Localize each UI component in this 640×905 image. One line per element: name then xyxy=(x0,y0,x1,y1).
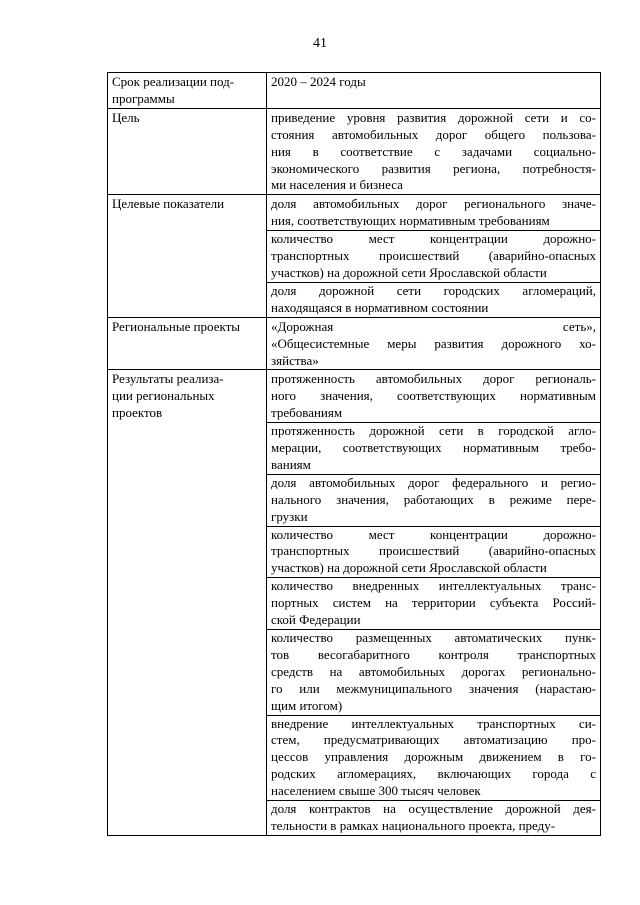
value-line: щим итогом) xyxy=(271,697,343,713)
label-line: проектов xyxy=(112,405,163,421)
value-item xyxy=(267,230,600,282)
label-line: Целевые показатели xyxy=(112,196,225,212)
value-line: го или межмуниципального значения (нарастаю- xyxy=(271,680,596,696)
value-line: грузки xyxy=(271,508,308,524)
row-label xyxy=(108,108,267,195)
value-line: доля дорожной сети городских агломераций, xyxy=(271,282,596,298)
value-line: транспортных происшествий (аварийно-опасных xyxy=(271,248,596,264)
value-line: стояния автомобильных дорог общего пользова- xyxy=(271,126,596,142)
value-line: зяйства» xyxy=(271,352,319,368)
value-item xyxy=(267,110,600,195)
value-line: внедрение интеллектуальных транспортных си- xyxy=(271,715,596,731)
subprogram-passport-table xyxy=(107,72,601,836)
label-line: программы xyxy=(112,90,175,106)
value-line: нального значения, работающих в режиме пере- xyxy=(271,491,596,507)
value-line: «Общесистемные меры развития дорожного хо- xyxy=(271,335,596,351)
table-row xyxy=(108,108,601,195)
value-item xyxy=(267,800,600,835)
value-line: доля автомобильных дорог федерального и регио- xyxy=(271,474,596,490)
row-value xyxy=(267,73,601,109)
value-line: тов весогабаритного контроля транспортных xyxy=(271,646,596,662)
value-line: 2020 – 2024 годы xyxy=(271,74,366,89)
row-label xyxy=(108,73,267,109)
value-item xyxy=(267,282,600,317)
row-label xyxy=(108,317,267,370)
value-item xyxy=(267,629,600,715)
value-item xyxy=(267,371,600,422)
row-value xyxy=(267,108,601,195)
value-line: протяженность автомобильных дорог региональ- xyxy=(271,371,596,387)
value-item xyxy=(267,474,600,526)
value-item xyxy=(267,715,600,801)
value-line: ного значения, соответствующих нормативным xyxy=(271,388,596,404)
value-line: участков) на дорожной сети Ярославской области xyxy=(271,560,547,576)
value-line: находящаяся в нормативном состоянии xyxy=(271,299,489,315)
value-line: требованиям xyxy=(271,405,343,421)
label-line: Результаты реализа- xyxy=(112,371,224,387)
value-line: населением свыше 300 тысяч человек xyxy=(271,783,481,799)
table-row xyxy=(108,370,601,835)
value-item xyxy=(267,319,600,370)
value-line: ния в соответствие с задачами социально- xyxy=(271,143,596,159)
row-label xyxy=(108,195,267,317)
value-line: ми населения и бизнеса xyxy=(271,177,403,193)
value-line: тельности в рамках национального проекта, преду- xyxy=(271,817,556,833)
row-value xyxy=(267,195,601,317)
value-line: приведение уровня развития дорожной сети и со- xyxy=(271,109,596,125)
value-line: мерации, соответствующих нормативным требо- xyxy=(271,440,596,456)
value-line: количество мест концентрации дорожно- xyxy=(271,231,596,247)
label-line: ции региональных xyxy=(112,388,215,404)
table-row xyxy=(108,317,601,370)
value-item xyxy=(267,422,600,474)
value-line: ния, соответствующих нормативным требованиям xyxy=(271,213,550,229)
value-line: количество мест концентрации дорожно- xyxy=(271,526,596,542)
table-row xyxy=(108,195,601,317)
label-line: Срок реализации под- xyxy=(112,74,235,89)
page-number: 41 xyxy=(313,36,327,51)
value-line: ваниям xyxy=(271,456,311,472)
row-label xyxy=(108,370,267,835)
value-line: протяженность дорожной сети в городской агло- xyxy=(271,423,596,439)
value-line: «Дорожная сеть», xyxy=(271,318,596,334)
value-line: количество размещенных автоматических пунк- xyxy=(271,630,596,645)
value-line: стем, предусматривающих автоматизацию про- xyxy=(271,732,596,748)
value-line: родских агломерациях, включающих города с xyxy=(271,766,596,782)
value-line: средств на автомобильных дорогах регионально- xyxy=(271,663,596,679)
value-item xyxy=(267,526,600,578)
value-line: портных систем на территории субъекта Россий- xyxy=(271,595,596,611)
table-row xyxy=(108,73,601,109)
value-line: экономического развития региона, потребностя- xyxy=(271,160,596,176)
label-line: Цель xyxy=(112,109,140,125)
value-line: участков) на дорожной сети Ярославской области xyxy=(271,264,547,280)
value-line: доля автомобильных дорог регионального значе- xyxy=(271,196,596,212)
value-item xyxy=(267,74,600,91)
value-line: цессов управления дорожным движением в го- xyxy=(271,749,596,765)
value-line: ской Федерации xyxy=(271,612,361,628)
value-line: доля контрактов на осуществление дорожной дея- xyxy=(271,801,596,817)
value-item xyxy=(267,196,600,230)
value-line: количество внедренных интеллектуальных транс- xyxy=(271,578,596,594)
row-value xyxy=(267,317,601,370)
value-item xyxy=(267,577,600,629)
row-value xyxy=(267,370,601,835)
label-line: Региональные проекты xyxy=(112,318,241,334)
value-line: транспортных происшествий (аварийно-опасных xyxy=(271,543,596,559)
